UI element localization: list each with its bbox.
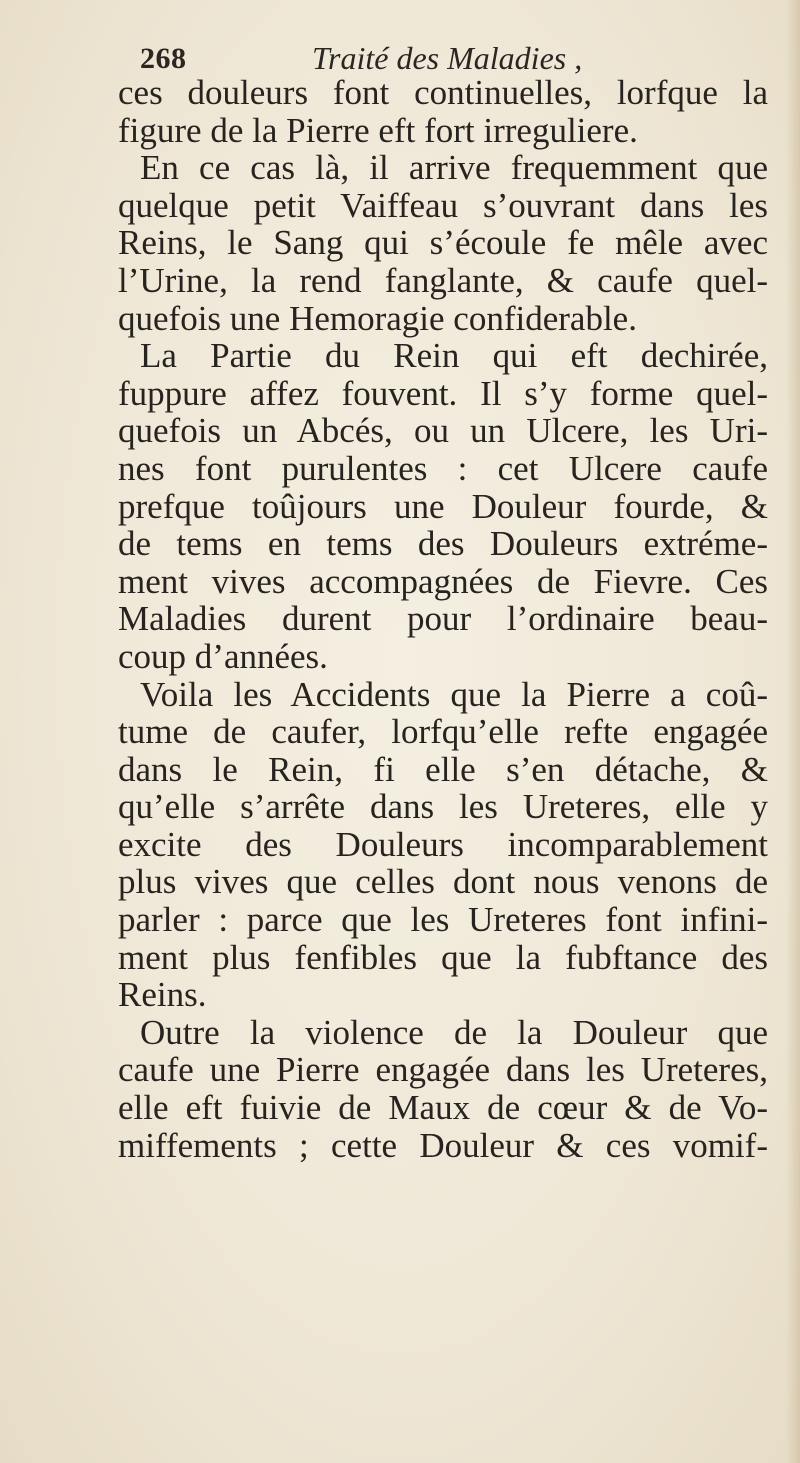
text-line: quelque petit Vaiffeau s’ouvrant dans les	[118, 185, 768, 225]
text-line: plus vives que celles dont nous venons de	[118, 862, 768, 902]
text-line: Reins.	[118, 975, 207, 1015]
text-line: l’Urine, la rend fanglante, & caufe quel-	[118, 260, 768, 300]
text-line: quefois une Hemoragie confiderable.	[118, 298, 637, 338]
text-line: Reins, le Sang qui s’écoule fe mêle avec	[118, 223, 768, 263]
text-line: Maladies durent pour l’ordinaire beau-	[118, 599, 768, 639]
text-line: de tems en tems des Douleurs extréme-	[118, 524, 768, 564]
text-line: ment vives accompagnées de Fievre. Ces	[118, 561, 768, 601]
text-line: Outre la violence de la Douleur que	[140, 1012, 768, 1052]
text-line: elle eft fuivie de Maux de cœur & de Vo-	[118, 1088, 768, 1128]
text-line: ces douleurs font continuelles, lorfque la	[118, 73, 768, 112]
page-edge-shadow	[786, 0, 800, 1463]
text-line: miffements ; cette Douleur & ces vomif-	[118, 1125, 768, 1165]
text-line: dans le Rein, fi elle s’en détache, &	[118, 749, 768, 789]
body-text	[118, 74, 768, 1164]
text-line: caufe une Pierre engagée dans les Ureteres,	[118, 1050, 768, 1090]
text-line: tume de caufer, lorfqu’elle refte engagée	[118, 712, 768, 752]
text-line: fuppure affez fouvent. Il s’y forme quel-	[118, 373, 768, 413]
text-line: Voila les Accidents que la Pierre a coû-	[140, 674, 768, 714]
text-line: La Partie du Rein qui eft dechirée,	[140, 336, 768, 376]
text-line: En ce cas là, il arrive frequemment que	[140, 148, 768, 188]
text-line: ment plus fenfibles que la fubftance des	[118, 937, 768, 977]
running-title: Traité des Maladies ,	[312, 40, 583, 76]
text-line: quefois un Abcés, ou un Ulcere, les Uri-	[118, 411, 768, 451]
text-line: excite des Douleurs incomparablement	[118, 824, 768, 864]
text-line: nes font purulentes : cet Ulcere caufe	[118, 448, 768, 488]
page-number: 268	[140, 42, 187, 75]
text-line: parler : parce que les Ureteres font infini-	[118, 900, 768, 940]
text-line: prefque toûjours une Douleur fourde, &	[118, 486, 768, 526]
text-line: figure de la Pierre eft fort irreguliere.	[118, 110, 638, 150]
text-line: qu’elle s’arrête dans les Ureteres, elle y	[118, 787, 768, 827]
text-line: coup d’années.	[118, 636, 328, 676]
